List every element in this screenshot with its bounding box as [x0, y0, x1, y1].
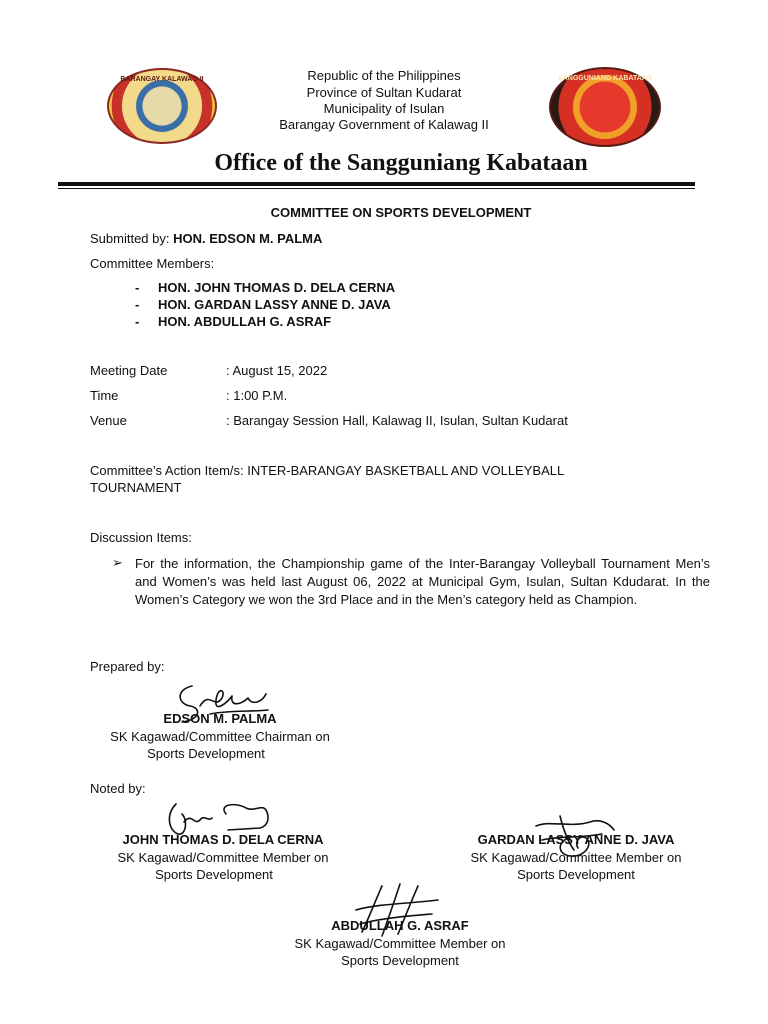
asraf-name: ABDULLAH G. ASRAF — [331, 918, 469, 933]
list-dash: - — [135, 280, 140, 295]
submitted-by-label: Submitted by: — [90, 231, 174, 246]
meeting-time-value: : 1:00 P.M. — [226, 388, 288, 403]
member-item — [135, 280, 395, 295]
venue-label: Venue — [90, 413, 127, 428]
member-name: HON. GARDAN LASSY ANNE D. JAVA — [158, 297, 391, 312]
asraf-role-1: SK Kagawad/Committee Member on — [294, 936, 506, 951]
action-items-line-2: TOURNAMENT — [90, 480, 182, 495]
prepared-by-name: EDSON M. PALMA — [163, 711, 277, 726]
submitted-by — [90, 231, 322, 246]
office-title: Office of the Sangguniang Kabataan — [214, 150, 588, 176]
dela-cerna-name: JOHN THOMAS D. DELA CERNA — [122, 832, 324, 847]
venue-value: : Barangay Session Hall, Kalawag II, Isulan, Sultan Kudarat — [226, 413, 568, 428]
seal-right-text: SANGGUNIANG KABATAAN — [558, 75, 652, 82]
asraf-role-2: Sports Development — [341, 953, 459, 968]
header-line-4: Barangay Government of Kalawag II — [279, 117, 489, 132]
dela-cerna-role-2: Sports Development — [155, 867, 273, 882]
header-line-3: Municipality of Isulan — [323, 101, 445, 116]
list-dash: - — [135, 297, 140, 312]
prepared-by-role-1: SK Kagawad/Committee Chairman on — [110, 729, 330, 744]
meeting-date-label: Meeting Date — [90, 363, 168, 378]
java-role-1: SK Kagawad/Committee Member on — [470, 850, 682, 865]
java-name: GARDAN LASSY ANNE D. JAVA — [477, 832, 675, 847]
list-dash: - — [135, 314, 140, 329]
discussion-label: Discussion Items: — [90, 530, 192, 545]
header-line-1: Republic of the Philippines — [307, 68, 461, 83]
noted-by-label: Noted by: — [90, 781, 146, 796]
header-line-2: Province of Sultan Kudarat — [306, 85, 462, 100]
header-rule — [58, 182, 695, 186]
seal-left-text: BARANGAY KALAWAG II — [120, 76, 204, 83]
committee-title: COMMITTEE ON SPORTS DEVELOPMENT — [270, 205, 532, 220]
committee-members-label: Committee Members: — [90, 256, 215, 271]
submitted-by-name: HON. EDSON M. PALMA — [173, 231, 323, 246]
prepared-by-label: Prepared by: — [90, 659, 165, 674]
member-item — [135, 297, 391, 312]
arrow-bullet-icon: ➢ — [112, 555, 123, 570]
member-name: HON. JOHN THOMAS D. DELA CERNA — [158, 280, 396, 295]
action-items-line-1: Committee’s Action Item/s: INTER-BARANGAY BASKETBALL AND VOLLEYBALL — [90, 463, 565, 478]
member-name: HON. ABDULLAH G. ASRAF — [158, 314, 332, 329]
meeting-time-label: Time — [90, 388, 119, 403]
java-role-2: Sports Development — [517, 867, 635, 882]
dela-cerna-role-1: SK Kagawad/Committee Member on — [117, 850, 329, 865]
prepared-by-role-2: Sports Development — [147, 746, 265, 761]
meeting-date-value: : August 15, 2022 — [226, 363, 328, 378]
member-item — [135, 314, 331, 329]
header-rule-thin — [58, 188, 695, 189]
discussion-text: For the information, the Championship game of the Inter-Barangay Volleyball Tournament Men’s and Women’s was held last August 06, 2022 at Municipal Gym, Isulan, Sultan Kdudarat. In the Women’s Category we won the 3rd Place and in the Men’s category held as Champion. — [135, 556, 710, 607]
